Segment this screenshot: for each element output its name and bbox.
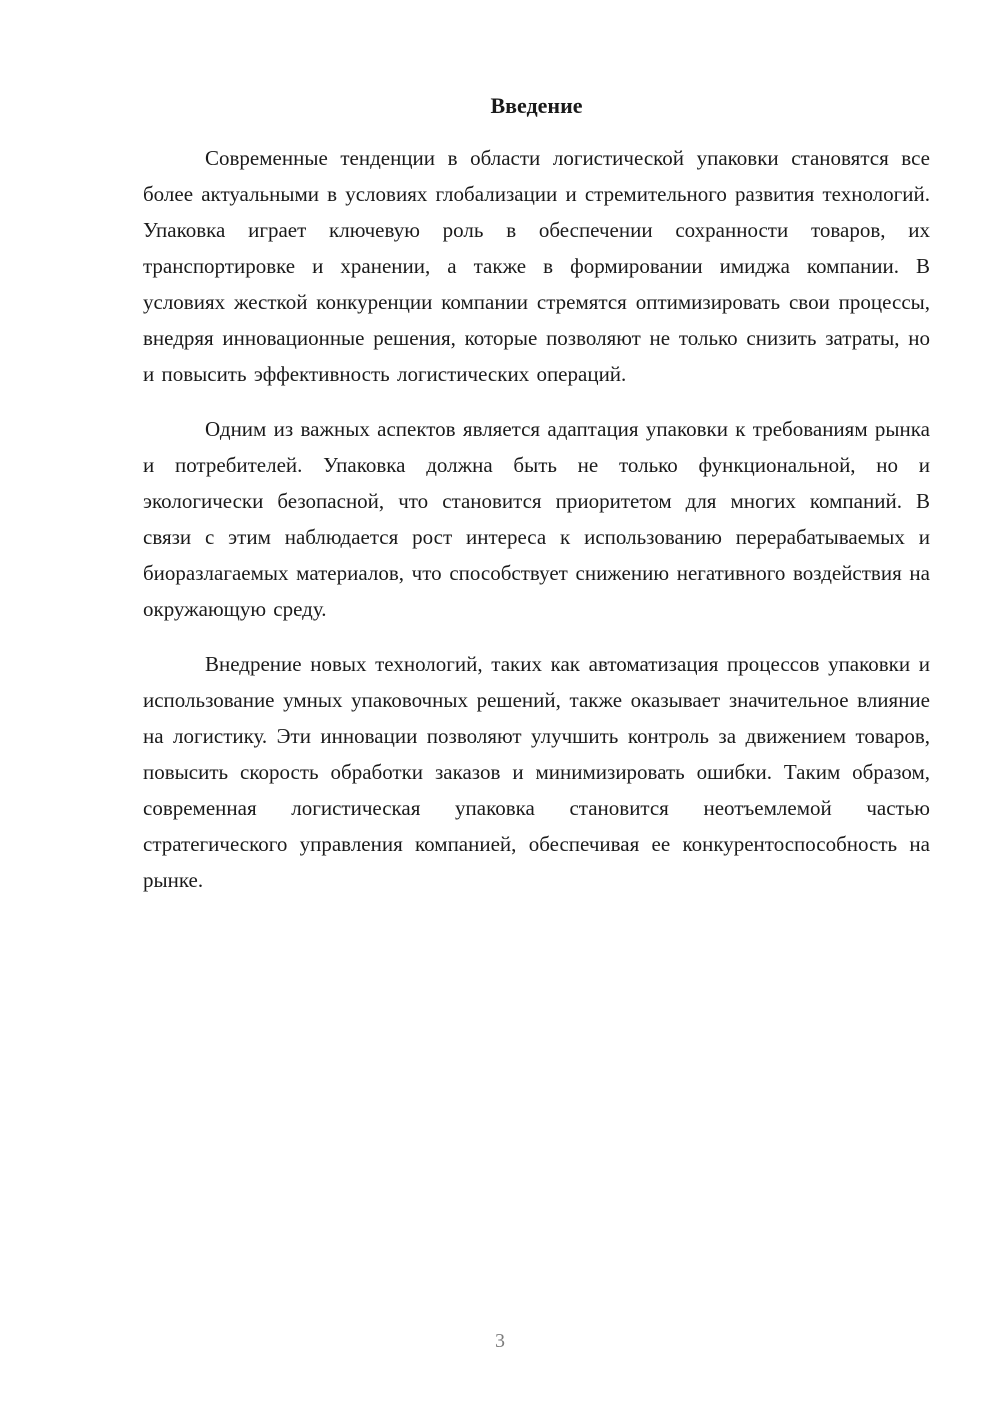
paragraph-2: Одним из важных аспектов является адаптация упаковки к требованиям рынка и потребителей. Упаковка должна быть не только функциональной, но и экологически безопасной, что становится приоритетом для многих компаний. В связи с этим наблюдается рост интереса к использованию перерабатываемых и биоразлагаемых материалов, что способствует снижению негативного воздействия на окружающую среду. [143,417,930,621]
paragraph-1: Современные тенденции в области логистической упаковки становятся все более актуальными в условиях глобализации и стремительного развития технологий. Упаковка играет ключевую роль в обеспечении сохранности товаров, их транспортировке и хранении, а также в формировании имиджа компании. В условиях жесткой конкуренции компании стремятся оптимизировать свои процессы, внедряя инновационные решения, которые позволяют не только снизить затраты, но и повысить эффективность логистических операций. [143,146,930,386]
page-number: 3 [495,1330,505,1352]
page-title: Введение [490,93,583,118]
paragraph-3: Внедрение новых технологий, таких как автоматизация процессов упаковки и использование умных упаковочных решений, также оказывает значительное влияние на логистику. Эти инновации позволяют улучшить контроль за движением товаров, повысить скорость обработки заказов и минимизировать ошибки. Таким образом, современная логистическая упаковка становится неотъемлемой частью стратегического управления компанией, обеспечивая ее конкурентоспособность на рынке. [143,652,930,892]
document-content [143,88,930,898]
